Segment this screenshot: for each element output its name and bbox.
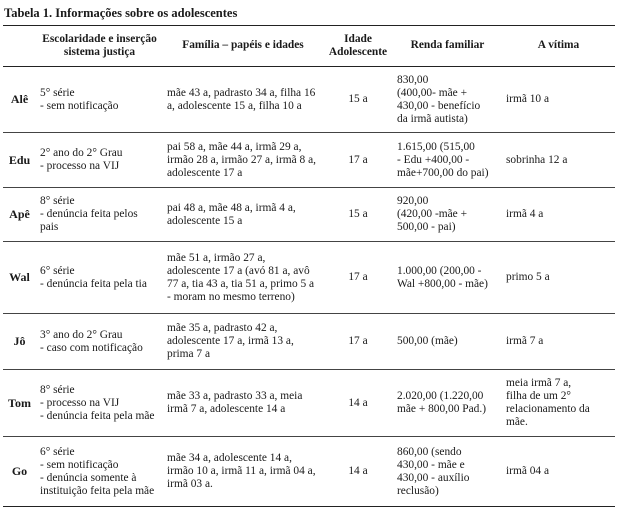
row-victim: irmã 4 a [506,208,544,220]
row-family: pai 48 a, mãe 48 a, irmã 4 a, adolescente 15 a [167,201,296,227]
row-victim: meia irmã 7 a, filha de um 2° relacionamento da mãe. [506,377,590,428]
row-income: 1.615,00 (515,00 - Edu +400,00 - mãe+700,00 do pai) [397,140,489,179]
row-income: 920,00 (420,00 -mãe + 500,00 - pai) [397,195,468,233]
header-name [3,26,36,67]
row-age: 14 a [348,465,368,477]
row-schooling: 8° série - denúncia feita pelos pais [40,195,138,233]
table-row [3,314,615,370]
row-victim: irmã 10 a [506,93,550,105]
row-family: mãe 35 a, padrasto 42 a, adolescente 17 a, irmã 13 a, prima 7 a [167,322,294,360]
row-age: 15 a [348,93,368,105]
table-row [3,188,615,242]
table-row [3,67,615,133]
row-name: Tom [8,395,31,410]
table-row [3,370,615,437]
header-income: Renda familiar [410,39,485,51]
row-family: pai 58 a, mãe 44 a, irmã 29 a, irmão 28 a, irmão 27 a, irmã 8 a, adolescente 17 a [167,140,316,179]
row-victim: sobrinha 12 a [506,153,568,166]
row-name: Go [11,464,28,478]
row-age: 14 a [348,396,368,409]
header-victim: A vítima [537,39,580,51]
row-schooling: 3° ano do 2° Grau - caso com notificação [40,328,143,354]
row-schooling: 6° série - sem notificação - denúncia somente à instituição feita pela mãe [40,445,155,497]
row-schooling: 2° ano do 2° Grau - processo na VIJ [40,147,123,172]
row-schooling: 6° série - denúncia feita pela tia [40,264,147,290]
adolescents-table [3,25,615,507]
row-income: 2.020,00 (1.220,00 mãe + 800,00 Pad.) [397,390,486,415]
table-row [3,242,615,314]
row-schooling: 5° série - sem notificação [40,86,119,112]
header-row [3,26,615,67]
row-name: Alê [10,92,29,106]
row-name: Edu [8,152,31,167]
header-schooling: Escolaridade e inserção sistema justiça [42,32,157,58]
row-family: mãe 43 a, padrasto 34 a, filha 16 a, adolescente 15 a, filha 10 a [167,86,316,112]
table-caption: Tabela 1. Informações sobre os adolescentes [4,6,238,20]
row-victim: irmã 7 a [506,335,544,347]
row-age: 17 a [348,335,368,347]
row-income: 830,00 (400,00- mãe + 430,00 - benefício da irmã autista) [397,73,481,125]
row-schooling: 8° série - processo na VIJ - denúncia feita pela mãe [40,383,155,422]
table-row [3,133,615,188]
row-family: mãe 51 a, irmão 27 a, adolescente 17 a (avó 81 a, avô 77 a, tia 43 a, tia 51 a, primo 5 a - moram no mesmo terreno) [167,251,315,303]
row-income: 1.000,00 (200,00 - Wal +800,00 - mãe) [397,264,488,290]
row-age: 17 a [348,153,368,166]
row-age: 17 a [348,271,368,283]
row-income: 500,00 (mãe) [397,335,458,347]
header-age: Idade Adolescente [328,32,388,58]
table-row [3,437,615,507]
row-family: mãe 34 a, adolescente 14 a, irmão 10 a, irmã 11 a, irmã 04 a, irmã 03 a. [167,452,316,490]
row-name: Wal [9,270,30,284]
row-name: Apê [9,207,30,221]
header-family: Família – papéis e idades [182,39,304,51]
row-income: 860,00 (sendo 430,00 - mãe e 430,00 - auxílio reclusão) [397,445,470,497]
row-victim: primo 5 a [506,271,550,283]
row-age: 15 a [348,208,368,220]
row-family: mãe 33 a, padrasto 33 a, meia irmã 7 a, adolescente 14 a [167,390,303,415]
row-name: Jô [13,334,26,348]
row-victim: irmã 04 a [506,465,550,477]
